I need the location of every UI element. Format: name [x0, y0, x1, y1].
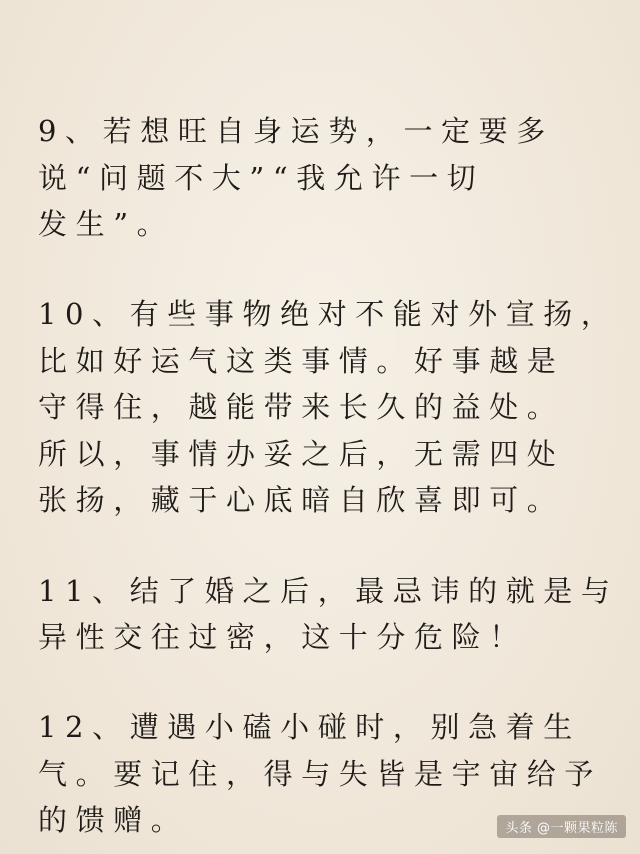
paragraph-10-line-4: 所以，事情办妥之后，无需四处 — [38, 437, 565, 471]
paragraph-10-line-2: 比如好运气这类事情。好事越是 — [38, 344, 565, 378]
paragraph-12-line-1: 12、遭遇小磕小碰时，别急着生 — [38, 710, 581, 744]
paragraph-9-line-2: 说“问题不大”“我允许一切 — [38, 161, 485, 195]
paragraph-9-line-1: 9、若想旺自身运势，一定要多 — [38, 114, 554, 148]
paragraph-9-line-3: 发生”。 — [38, 207, 175, 241]
paragraph-10-line-1: 10、有些事物绝对不能对外宣扬， — [38, 297, 619, 331]
paragraph-11-line-1: 11、结了婚之后，最忌讳的就是与 — [38, 574, 619, 608]
paragraph-12-line-3: 的馈赠。 — [38, 803, 189, 837]
paragraph-12-line-2: 气。要记住，得与失皆是宇宙给予 — [38, 757, 603, 791]
paragraph-10-line-5: 张扬，藏于心底暗自欣喜即可。 — [38, 483, 565, 517]
watermark-label: 头条 @一颗果粒陈 — [497, 815, 626, 838]
paragraph-11-line-2: 异性交往过密，这十分危险！ — [38, 620, 527, 654]
paragraph-10-line-3: 守得住，越能带来长久的益处。 — [38, 390, 565, 424]
